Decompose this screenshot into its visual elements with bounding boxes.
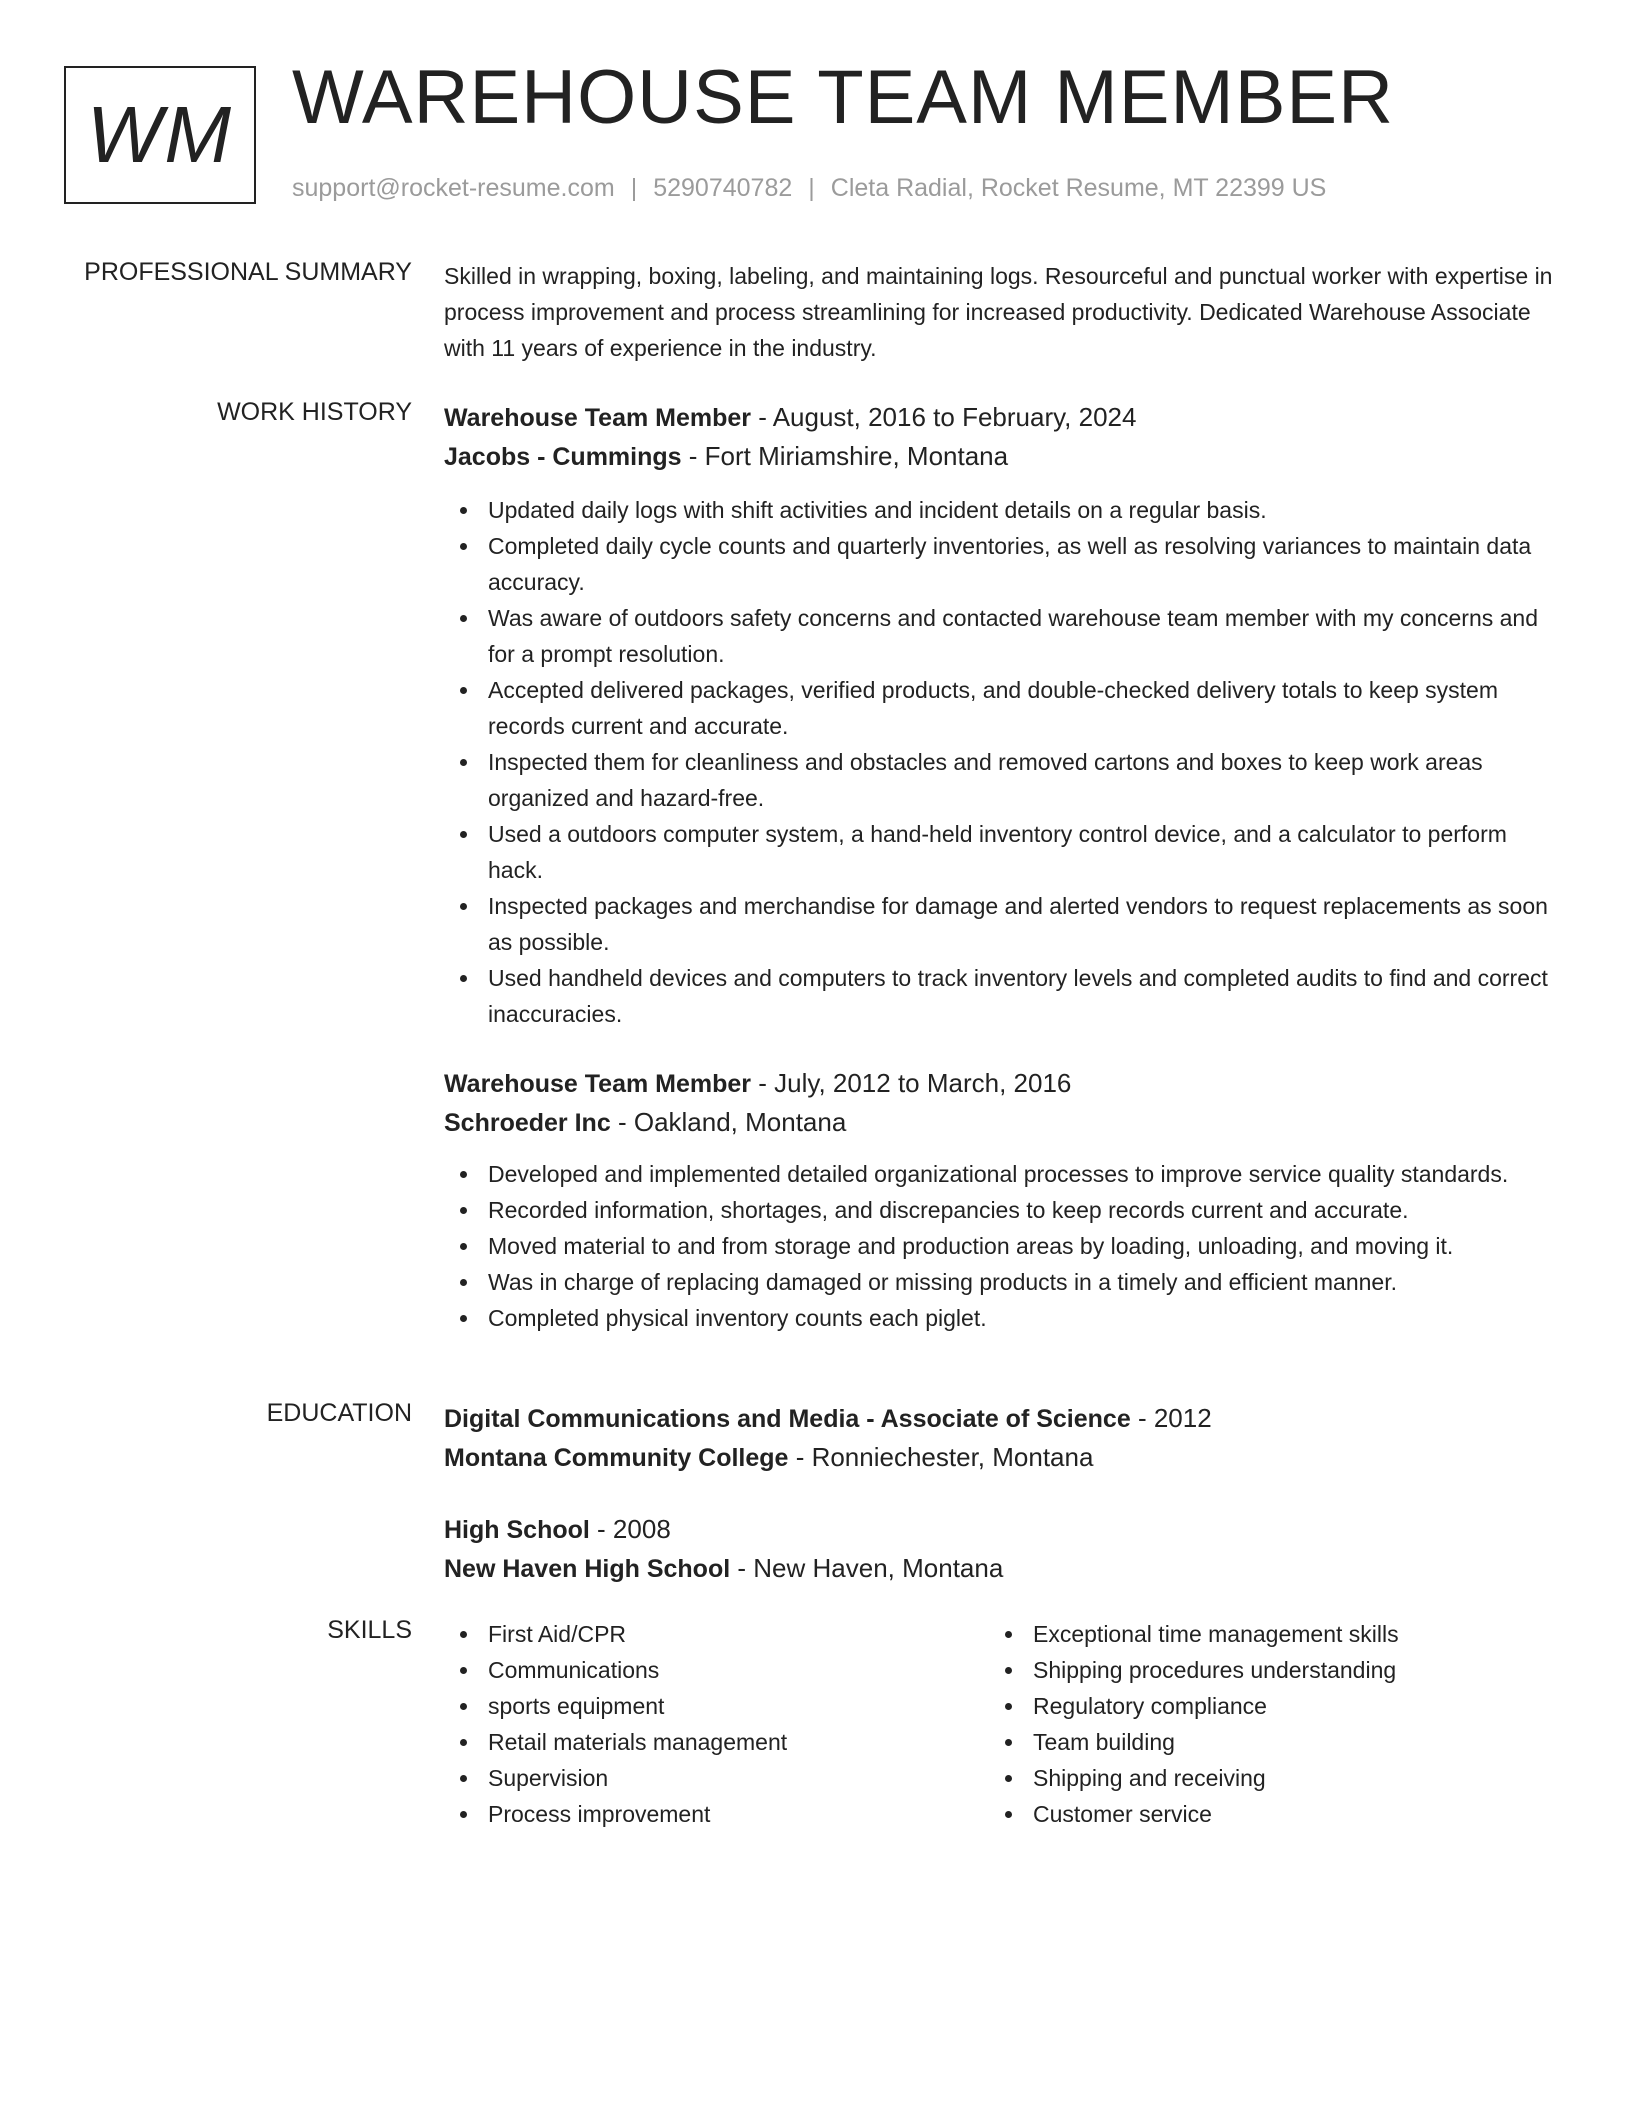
section-label: EDUCATION bbox=[266, 1399, 412, 1427]
list-item: Communications bbox=[444, 1652, 989, 1688]
skills-list-left bbox=[444, 1616, 989, 1832]
school-name: Montana Community College bbox=[444, 1444, 789, 1472]
summary-body bbox=[444, 258, 1556, 366]
degree-name: High School bbox=[444, 1516, 590, 1544]
skills-body bbox=[444, 1616, 1556, 1832]
job-location: - Fort Miriamshire, Montana bbox=[681, 441, 1009, 471]
job-company-line bbox=[444, 1103, 1556, 1142]
school-line bbox=[444, 1549, 1556, 1588]
job-title-line bbox=[444, 1064, 1556, 1103]
list-item: Retail materials management bbox=[444, 1724, 989, 1760]
list-item: Recorded information, shortages, and discrepancies to keep records current and accurate. bbox=[444, 1192, 1556, 1228]
degree-year: - 2008 bbox=[589, 1514, 671, 1544]
contact-address: Cleta Radial, Rocket Resume, MT 22399 US bbox=[830, 174, 1327, 202]
degree-year: - 2012 bbox=[1130, 1403, 1212, 1433]
skills-list-right bbox=[989, 1616, 1534, 1832]
degree-line bbox=[444, 1510, 1556, 1549]
education-entry bbox=[444, 1510, 1556, 1588]
list-item: Moved material to and from storage and production areas by loading, unloading, and moving it. bbox=[444, 1228, 1556, 1264]
list-item: Was aware of outdoors safety concerns and contacted warehouse team member with my concerns and for a prompt resolution. bbox=[444, 600, 1556, 672]
job-entry bbox=[444, 398, 1556, 1032]
list-item: Completed physical inventory counts each piglet. bbox=[444, 1300, 1556, 1336]
skills-columns bbox=[444, 1616, 1556, 1832]
section-label: PROFESSIONAL SUMMARY bbox=[84, 258, 412, 286]
education-body bbox=[444, 1399, 1556, 1588]
job-company: Schroeder Inc bbox=[444, 1109, 611, 1137]
job-entry bbox=[444, 1064, 1556, 1336]
work-history-body bbox=[444, 398, 1556, 1336]
job-title: Warehouse Team Member bbox=[444, 404, 752, 432]
list-item: Process improvement bbox=[444, 1796, 989, 1832]
school-line bbox=[444, 1438, 1556, 1477]
list-item: Inspected them for cleanliness and obstacles and removed cartons and boxes to keep work areas organized and hazard-free. bbox=[444, 744, 1556, 816]
monogram-box bbox=[64, 66, 256, 204]
list-item: Team building bbox=[989, 1724, 1534, 1760]
list-item: Supervision bbox=[444, 1760, 989, 1796]
degree-line bbox=[444, 1399, 1556, 1438]
job-company: Jacobs - Cummings bbox=[444, 443, 682, 471]
job-title-line bbox=[444, 398, 1556, 437]
resume-title: WAREHOUSE TEAM MEMBER bbox=[292, 55, 1394, 140]
job-location: - Oakland, Montana bbox=[610, 1107, 847, 1137]
list-item: Customer service bbox=[989, 1796, 1534, 1832]
contact-separator: | bbox=[808, 174, 815, 202]
list-item: Used handheld devices and computers to track inventory levels and completed audits to find and correct inaccuracies. bbox=[444, 960, 1556, 1032]
summary-text: Skilled in wrapping, boxing, labeling, and maintaining logs. Resourceful and punctual worker with expertise in process improvement and process streamlining for increased productivity. Dedicated Warehouse Associate with 11 years of experience in the industry. bbox=[444, 263, 1553, 361]
education-entry bbox=[444, 1399, 1556, 1477]
contact-email: support@rocket-resume.com bbox=[292, 174, 615, 202]
list-item: Shipping procedures understanding bbox=[989, 1652, 1534, 1688]
school-location: - New Haven, Montana bbox=[730, 1553, 1004, 1583]
job-company-line bbox=[444, 437, 1556, 476]
list-item: Developed and implemented detailed organizational processes to improve service quality standards. bbox=[444, 1156, 1556, 1192]
school-location: - Ronniechester, Montana bbox=[788, 1442, 1094, 1472]
list-item: Shipping and receiving bbox=[989, 1760, 1534, 1796]
list-item: Was in charge of replacing damaged or missing products in a timely and efficient manner. bbox=[444, 1264, 1556, 1300]
job-title: Warehouse Team Member bbox=[444, 1070, 752, 1098]
section-label: WORK HISTORY bbox=[217, 398, 412, 426]
list-item: Regulatory compliance bbox=[989, 1688, 1534, 1724]
list-item: Inspected packages and merchandise for damage and alerted vendors to request replacements as soon as possible. bbox=[444, 888, 1556, 960]
list-item: Completed daily cycle counts and quarterly inventories, as well as resolving variances to maintain data accuracy. bbox=[444, 528, 1556, 600]
job-dates: - August, 2016 to February, 2024 bbox=[751, 402, 1137, 432]
list-item: Updated daily logs with shift activities and incident details on a regular basis. bbox=[444, 492, 1556, 528]
section-label: SKILLS bbox=[327, 1616, 412, 1644]
list-item: sports equipment bbox=[444, 1688, 989, 1724]
list-item: Used a outdoors computer system, a hand-held inventory control device, and a calculator to perform hack. bbox=[444, 816, 1556, 888]
list-item: First Aid/CPR bbox=[444, 1616, 989, 1652]
contact-phone: 5290740782 bbox=[653, 174, 793, 202]
contact-line bbox=[292, 174, 1326, 203]
list-item: Accepted delivered packages, verified products, and double-checked delivery totals to keep system records current and accurate. bbox=[444, 672, 1556, 744]
job-bullets bbox=[444, 492, 1556, 1032]
contact-separator: | bbox=[630, 174, 638, 202]
job-bullets bbox=[444, 1156, 1556, 1336]
monogram-initials: WM bbox=[86, 90, 234, 179]
job-dates: - July, 2012 to March, 2016 bbox=[751, 1068, 1072, 1098]
school-name: New Haven High School bbox=[444, 1555, 731, 1583]
list-item: Exceptional time management skills bbox=[989, 1616, 1534, 1652]
degree-name: Digital Communications and Media - Associate of Science bbox=[444, 1405, 1131, 1433]
